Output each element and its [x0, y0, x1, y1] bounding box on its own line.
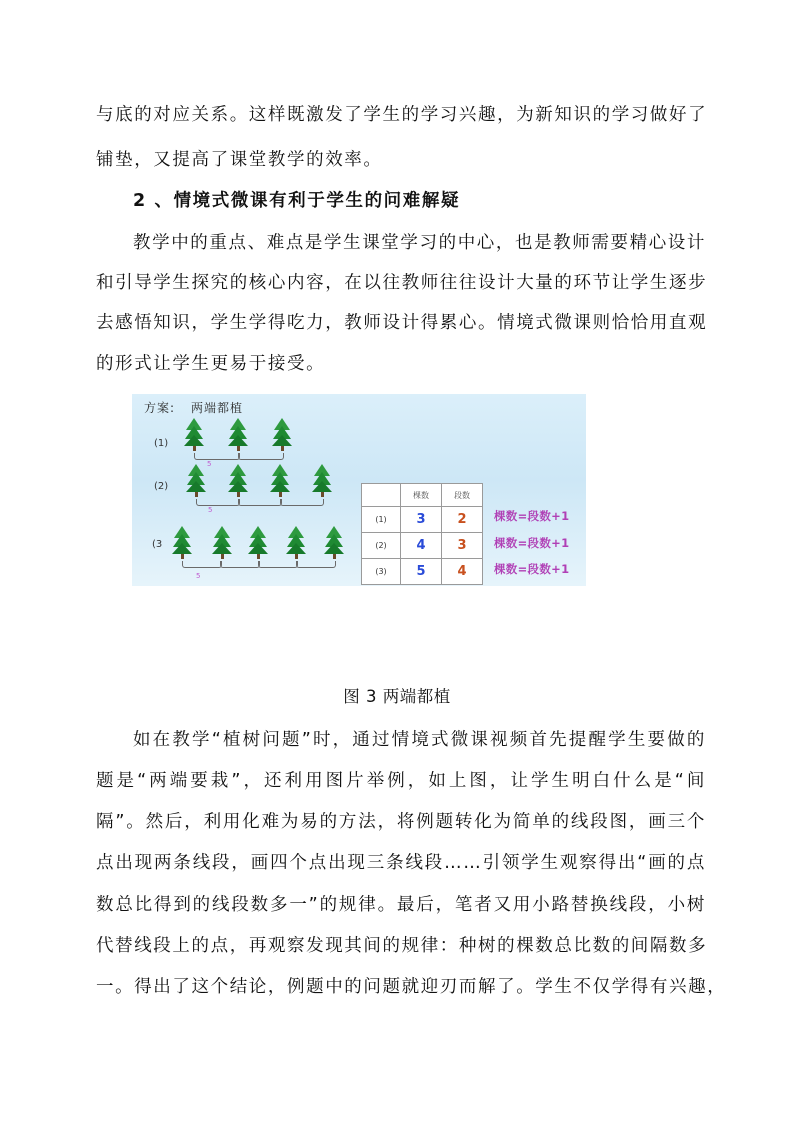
segment-brace	[220, 561, 260, 568]
tree-count: 4	[401, 533, 442, 559]
segment-count: 4	[442, 559, 483, 585]
segment-brace	[238, 453, 284, 460]
segment-brace	[280, 499, 324, 506]
paragraph-line: 点出现两条线段，画四个点出现三条线段……引领学生观察得出“画的点	[96, 853, 706, 873]
formula-label: 棵数=段数+1	[494, 536, 570, 550]
paragraph-line: 代替线段上的点，再观察发现其间的规律：种树的棵数总比数的间隔数多	[96, 936, 708, 956]
tree-count: 3	[401, 507, 442, 533]
paragraph-line: 题是“两端要栽”，还利用图片举例，如上图，让学生明白什么是“间	[96, 771, 706, 791]
paragraph-line: 教学中的重点、难点是学生课堂学习的中心，也是教师需要精心设计	[133, 233, 706, 253]
paragraph-line: 的形式让学生更易于接受。	[96, 354, 326, 374]
row-label: (2)	[154, 481, 169, 492]
table-header: 棵数	[401, 484, 442, 507]
paragraph-line: 隔”。然后，利用化难为易的方法，将例题转化为简单的线段图，画三个	[96, 812, 706, 832]
table-row	[362, 559, 483, 585]
segment-count: 2	[442, 507, 483, 533]
figure-caption: 图 3 两端都植	[343, 687, 451, 706]
table-header	[362, 484, 401, 507]
segment-brace	[194, 453, 240, 460]
count-table	[361, 483, 483, 585]
paragraph-line: 一。得出了这个结论，例题中的问题就迎刃而解了。学生不仅学得有兴趣，	[96, 977, 727, 997]
row-label: (1)	[154, 438, 169, 449]
segment-count: 3	[442, 533, 483, 559]
figure-two-ends-planting	[132, 394, 586, 586]
tree-count: 5	[401, 559, 442, 585]
segment-brace	[296, 561, 336, 568]
paragraph-line: 与底的对应关系。这样既激发了学生的学习兴趣，为新知识的学习做好了	[96, 105, 708, 125]
row-label: (3	[152, 539, 163, 550]
segment-brace	[196, 499, 240, 506]
segment-brace	[258, 561, 298, 568]
paragraph-line: 去感悟知识，学生学得吃力，教师设计得累心。情境式微课则恰恰用直观	[96, 313, 708, 333]
figure-title	[144, 399, 243, 416]
figure-title-label: 方案:	[144, 401, 176, 415]
table-row-label: (3)	[362, 559, 401, 585]
paragraph-line: 和引导学生探究的核心内容，在以往教师往往设计大量的环节让学生逐步	[96, 273, 708, 293]
formula-label: 棵数=段数+1	[494, 562, 570, 576]
table-row-label: (1)	[362, 507, 401, 533]
paragraph-line: 如在教学“植树问题”时，通过情境式微课视频首先提醒学生要做的	[133, 730, 706, 750]
section-heading: 2 、情境式微课有利于学生的问难解疑	[133, 191, 461, 211]
table-row	[362, 507, 483, 533]
paragraph-line: 数总比得到的线段数多一”的规律。最后，笔者又用小路替换线段，小树	[96, 895, 706, 915]
segment-mark: 5	[208, 506, 213, 514]
figure-title-value: 两端都植	[191, 401, 244, 415]
table-header: 段数	[442, 484, 483, 507]
formula-label: 棵数=段数+1	[494, 509, 570, 523]
segment-mark: 5	[196, 572, 201, 580]
segment-brace	[182, 561, 222, 568]
table-header-row	[362, 484, 483, 507]
table-row	[362, 533, 483, 559]
table-row-label: (2)	[362, 533, 401, 559]
paragraph-line: 铺垫，又提高了课堂教学的效率。	[96, 150, 383, 170]
segment-brace	[238, 499, 282, 506]
segment-mark: 5	[207, 460, 212, 468]
